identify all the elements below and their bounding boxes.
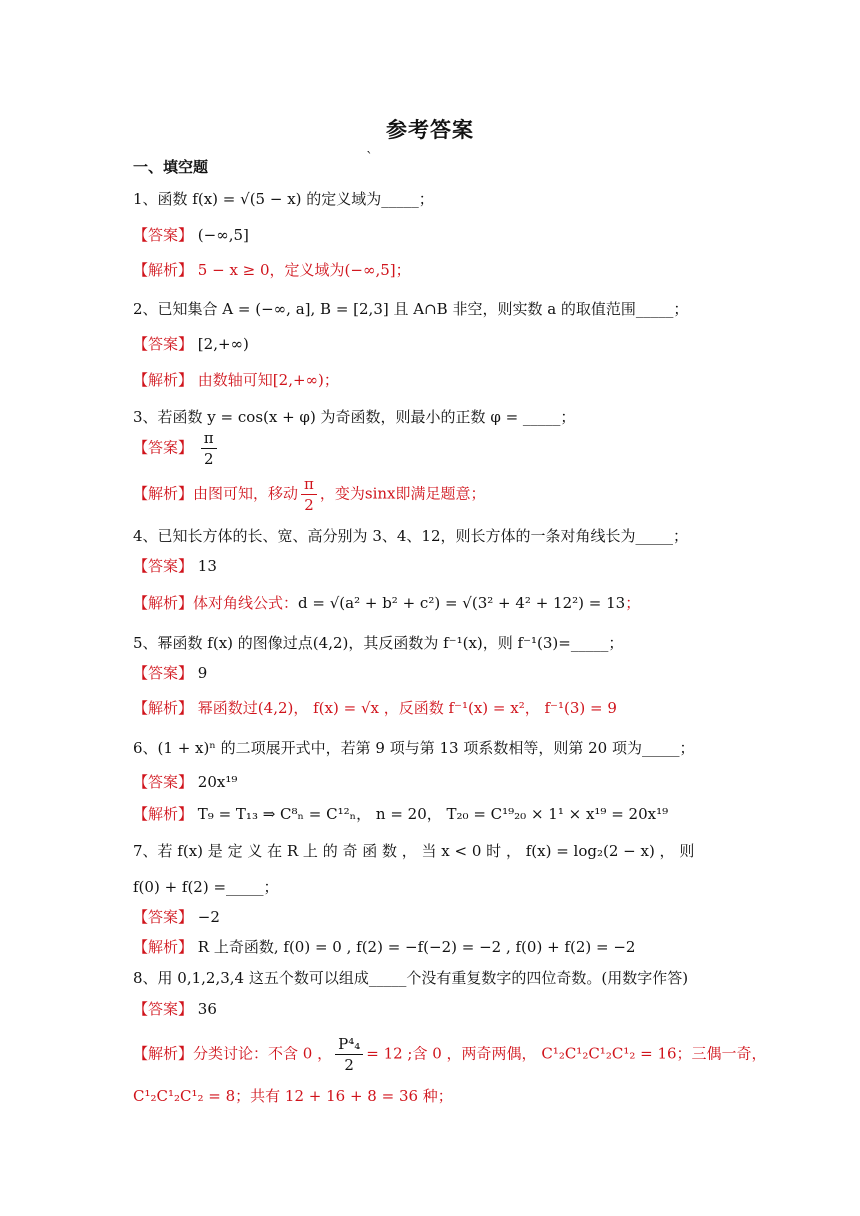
analysis-tag: 【解析】 bbox=[133, 484, 194, 503]
answer-tag: 【答案】 bbox=[133, 908, 194, 926]
analysis-8-numerator: P⁴₄ bbox=[335, 1034, 363, 1055]
page-title: 参考答案 bbox=[386, 118, 474, 142]
answer-tag: 【答案】 bbox=[133, 335, 194, 353]
answer-8-value: 36 bbox=[197, 1000, 217, 1018]
analysis-tag: 【解析】 bbox=[133, 594, 194, 612]
answer-tag: 【答案】 bbox=[133, 773, 194, 791]
analysis-8-denominator: 2 bbox=[344, 1056, 354, 1074]
analysis-2 bbox=[133, 369, 339, 391]
answer-5-value: 9 bbox=[197, 664, 208, 682]
question-6: 6、(1 + x)ⁿ 的二项展开式中，若第 9 项与第 13 项系数相等，则第 20 项为_____； bbox=[133, 739, 695, 757]
answer-3-numerator: π bbox=[201, 428, 217, 449]
analysis-tag: 【解析】 bbox=[133, 261, 194, 279]
analysis-8-fraction bbox=[335, 1034, 363, 1075]
analysis-tag: 【解析】 bbox=[133, 371, 194, 389]
analysis-5 bbox=[133, 697, 617, 719]
analysis-8-mid: = 12 ;含 0 ，两奇两偶， C¹₂C¹₂C¹₂C¹₂ = 16；三偶一奇， bbox=[366, 1044, 767, 1063]
analysis-3-fraction bbox=[301, 474, 317, 515]
analysis-1 bbox=[133, 259, 411, 281]
answer-tag: 【答案】 bbox=[133, 226, 194, 244]
analysis-4 bbox=[133, 592, 640, 614]
answer-7 bbox=[133, 906, 220, 928]
question-7-line-1: 7、若 f(x) 是 定 义 在 R 上 的 奇 函 数 ， 当 x < 0 时 ， f(x) = log₂(2 − x) ， 则 bbox=[133, 842, 695, 860]
answer-3-fraction bbox=[201, 428, 217, 469]
analysis-2-text: 由数轴可知[2,+∞)； bbox=[197, 371, 339, 389]
answer-1-value: (−∞,5] bbox=[197, 226, 249, 244]
section-heading: 一、填空题 bbox=[133, 158, 209, 176]
answer-8 bbox=[133, 998, 217, 1020]
analysis-4-formula: d = √(a² + b² + c²) = √(3² + 4² + 12²) = 13 bbox=[298, 594, 626, 612]
stray-mark: ` bbox=[366, 150, 373, 166]
question-1: 1、函数 f(x) = √(5 − x) 的定义域为_____； bbox=[133, 190, 434, 208]
answer-2-value: [2,+∞) bbox=[197, 335, 249, 353]
question-7-line-2: f(0) + f(2) =_____； bbox=[133, 878, 279, 896]
analysis-tag: 【解析】 bbox=[133, 938, 194, 956]
analysis-3 bbox=[133, 474, 486, 515]
analysis-tag: 【解析】 bbox=[133, 1044, 194, 1063]
analysis-5-text: 幂函数过(4,2)， f(x) = √x ，反函数 f⁻¹(x) = x²， f⁻¹(3) = 9 bbox=[197, 699, 617, 717]
analysis-8-pre: 分类讨论：不含 0 ， bbox=[193, 1044, 333, 1063]
analysis-tag: 【解析】 bbox=[133, 805, 194, 823]
question-2: 2、已知集合 A = (−∞, a], B = [2,3] 且 A∩B 非空，则实数 a 的取值范围_____； bbox=[133, 300, 689, 318]
answer-1 bbox=[133, 224, 249, 246]
analysis-6-text: T₉ = T₁₃ ⇒ C⁸ₙ = C¹²ₙ， n = 20， T₂₀ = C¹⁹₂₀ × 1¹ × x¹⁹ = 20x¹⁹ bbox=[197, 805, 669, 823]
answer-6 bbox=[133, 771, 237, 793]
answer-2 bbox=[133, 333, 249, 355]
analysis-8 bbox=[133, 1034, 767, 1075]
analysis-7-text: R 上奇函数, f(0) = 0 , f(2) = −f(−2) = −2 , f(0) + f(2) = −2 bbox=[197, 938, 636, 956]
analysis-1-text: 5 − x ≥ 0，定义域为(−∞,5]； bbox=[197, 261, 411, 279]
question-4: 4、已知长方体的长、宽、高分别为 3、4、12，则长方体的一条对角线长为_____； bbox=[133, 527, 688, 545]
question-3: 3、若函数 y = cos(x + φ) 为奇函数，则最小的正数 φ = _____； bbox=[133, 408, 576, 426]
analysis-8-line-2: C¹₂C¹₂C¹₂ = 8；共有 12 + 16 + 8 = 36 种； bbox=[133, 1087, 453, 1105]
analysis-6 bbox=[133, 803, 668, 825]
analysis-7 bbox=[133, 936, 635, 958]
analysis-3-pre: 由图可知，移动 bbox=[193, 484, 299, 503]
question-5: 5、幂函数 f(x) 的图像过点(4,2)，其反函数为 f⁻¹(x)，则 f⁻¹(3)=_____； bbox=[133, 634, 624, 652]
answer-4-value: 13 bbox=[197, 557, 217, 575]
answer-6-value: 20x¹⁹ bbox=[197, 773, 238, 791]
analysis-3-post: ，变为sinx即满足题意； bbox=[319, 484, 486, 503]
answer-3 bbox=[133, 428, 220, 469]
analysis-tag: 【解析】 bbox=[133, 699, 194, 717]
answer-tag: 【答案】 bbox=[133, 664, 194, 682]
analysis-3-numerator: π bbox=[301, 474, 317, 495]
answer-3-denominator: 2 bbox=[203, 450, 214, 468]
answer-tag: 【答案】 bbox=[133, 438, 194, 457]
answer-tag: 【答案】 bbox=[133, 557, 194, 575]
answer-tag: 【答案】 bbox=[133, 1000, 194, 1018]
answer-5 bbox=[133, 662, 207, 684]
answer-4 bbox=[133, 555, 217, 577]
analysis-4-pre: 体对角线公式： bbox=[193, 594, 299, 612]
analysis-3-denominator: 2 bbox=[304, 496, 314, 514]
answer-7-value: −2 bbox=[197, 908, 220, 926]
analysis-4-post: ； bbox=[625, 594, 641, 612]
question-8: 8、用 0,1,2,3,4 这五个数可以组成_____个没有重复数字的四位奇数。(用数字作答) bbox=[133, 969, 689, 987]
